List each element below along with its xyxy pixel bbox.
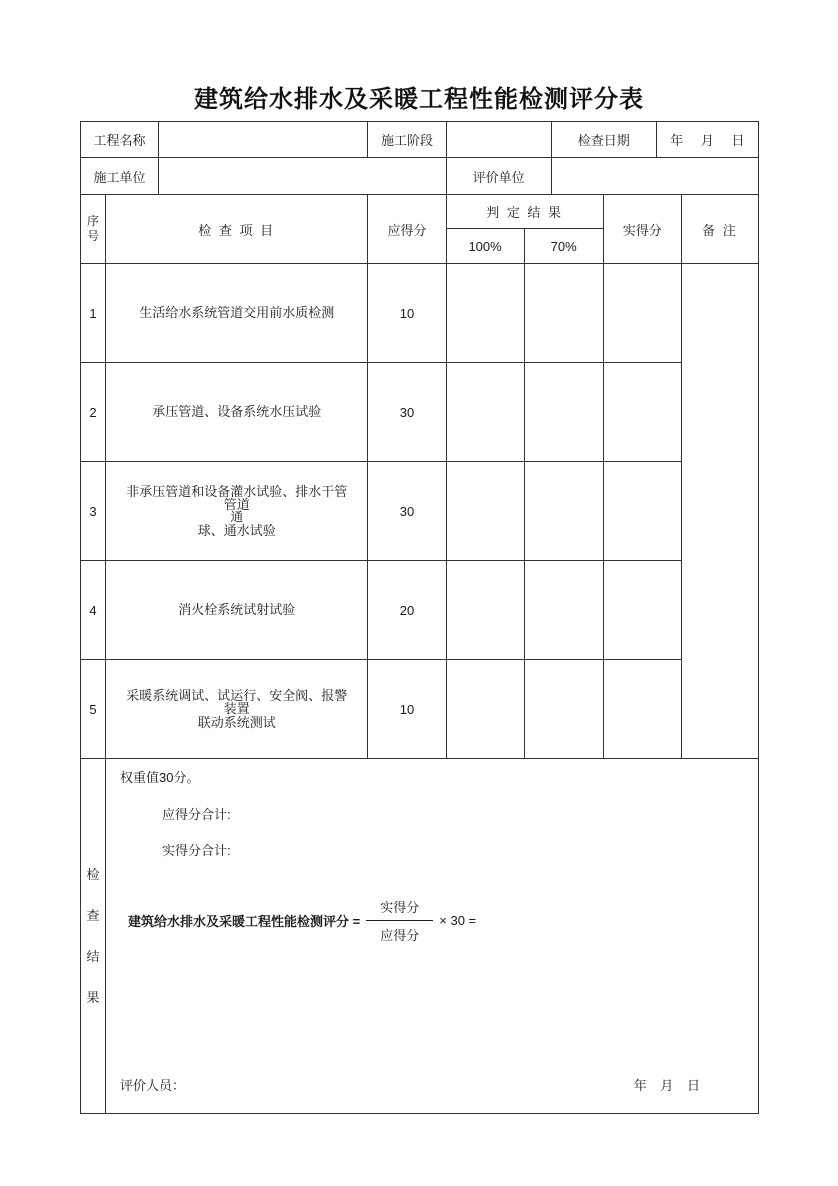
actual-score-cell	[603, 462, 681, 561]
weight-note: 权重值30分。	[120, 770, 200, 785]
pct-70-header: 70%	[524, 229, 603, 264]
seq-cell: 5	[81, 660, 106, 759]
judge-70-cell	[524, 561, 603, 660]
expected-total-label: 应得分合计:	[162, 807, 231, 822]
formula-suffix: × 30 =	[439, 913, 477, 928]
evaluator-label: 评价人员：	[120, 1078, 186, 1093]
pct-100-header: 100%	[446, 229, 524, 264]
item-cell: 承压管道、设备系统水压试验	[106, 363, 368, 462]
seq-cell: 1	[81, 264, 106, 363]
actual-column-header: 实得分	[603, 195, 681, 264]
project-name-label: 工程名称	[81, 122, 159, 158]
form-tables	[80, 121, 759, 1114]
item-cell: 非承压管道和设备灌水试验、排水干管管道 通 球、通水试验	[106, 462, 368, 561]
judge-100-cell	[446, 561, 524, 660]
score-formula	[128, 897, 476, 944]
fraction-numerator: 实得分	[366, 897, 433, 921]
check-date-label: 检查日期	[551, 122, 656, 158]
formula-fraction	[366, 897, 433, 944]
expected-score-cell: 30	[368, 462, 446, 561]
fraction-denominator: 应得分	[380, 928, 420, 943]
item-cell: 生活给水系统管道交用前水质检测	[106, 264, 368, 363]
seq-cell: 3	[81, 462, 106, 561]
table-row	[81, 561, 759, 660]
evaluator-row	[120, 1075, 700, 1094]
construction-unit-label: 施工单位	[81, 158, 159, 195]
table-row	[81, 660, 759, 759]
expected-score-cell: 30	[368, 363, 446, 462]
seq-cell: 2	[81, 363, 106, 462]
table-row	[81, 462, 759, 561]
item-cell: 采暖系统调试、试运行、安全阀、报警装置 联动系统测试	[106, 660, 368, 759]
expected-score-cell: 10	[368, 264, 446, 363]
item-column-header: 检 查 项 目	[106, 195, 368, 264]
check-date-value: 年 月 日	[656, 122, 758, 158]
result-date: 年 月 日	[633, 1078, 700, 1093]
seq-column-header: 序号	[81, 195, 106, 264]
judge-70-cell	[524, 363, 603, 462]
result-section-label	[81, 759, 106, 1114]
stage-value	[446, 122, 551, 158]
score-table	[80, 194, 759, 759]
evaluation-unit-label: 评价单位	[446, 158, 551, 195]
judge-70-cell	[524, 462, 603, 561]
judgement-header: 判 定 结 果	[446, 195, 603, 229]
item-cell: 消火栓系统试射试验	[106, 561, 368, 660]
judge-100-cell	[446, 462, 524, 561]
construction-unit-value	[159, 158, 446, 195]
judge-70-cell	[524, 264, 603, 363]
formula-prefix: 建筑给水排水及采暖工程性能检测评分 =	[128, 914, 361, 929]
actual-score-cell	[603, 660, 681, 759]
expected-score-cell: 10	[368, 660, 446, 759]
seq-cell: 4	[81, 561, 106, 660]
actual-total-label: 实得分合计:	[162, 843, 231, 858]
expected-score-cell: 20	[368, 561, 446, 660]
actual-score-cell	[603, 561, 681, 660]
table-row	[81, 363, 759, 462]
expected-column-header: 应得分	[368, 195, 446, 264]
table-row	[81, 264, 759, 363]
judge-70-cell	[524, 660, 603, 759]
actual-score-cell	[603, 264, 681, 363]
document-title: 建筑给水排水及采暖工程性能检测评分表	[194, 86, 644, 113]
project-name-value	[159, 122, 368, 158]
result-table	[80, 758, 759, 1114]
judge-100-cell	[446, 660, 524, 759]
remark-column-header: 备 注	[681, 195, 758, 264]
judge-100-cell	[446, 363, 524, 462]
result-label-vertical: 检 查 结 果	[86, 867, 100, 1005]
evaluation-unit-value	[551, 158, 758, 195]
stage-label: 施工阶段	[368, 122, 446, 158]
remark-merged-cell	[681, 264, 758, 759]
result-content-cell	[106, 759, 759, 1114]
actual-score-cell	[603, 363, 681, 462]
info-table	[80, 121, 759, 195]
judge-100-cell	[446, 264, 524, 363]
